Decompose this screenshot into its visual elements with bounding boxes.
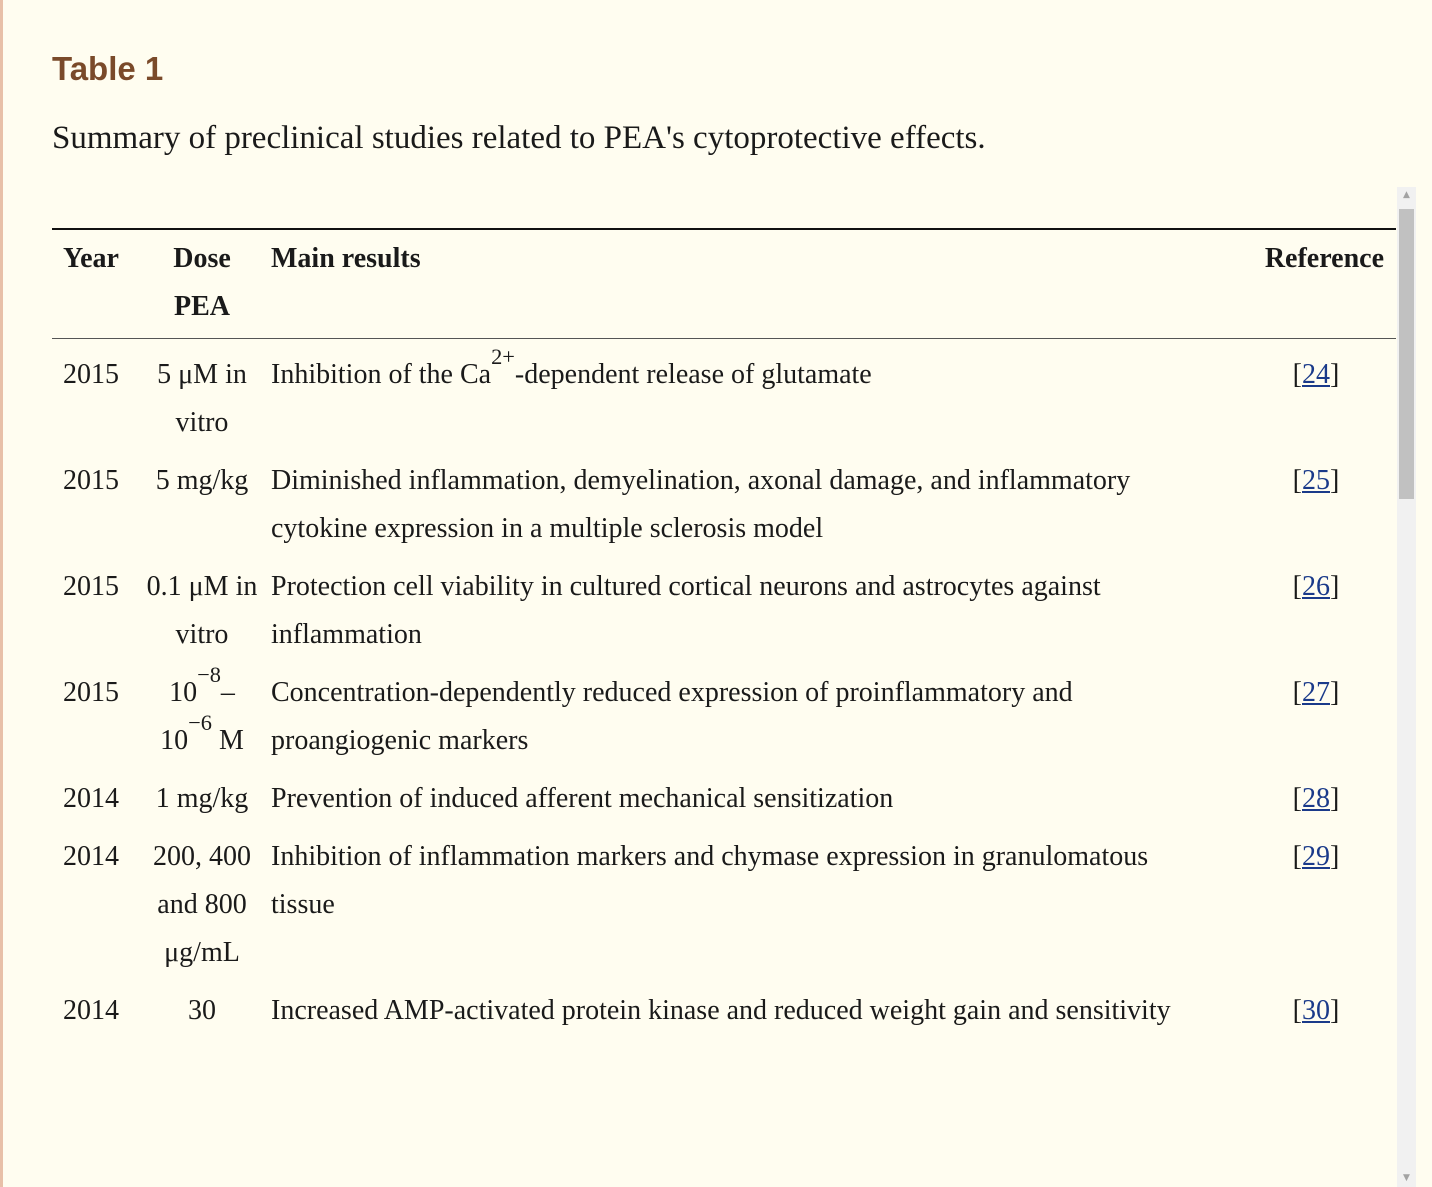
dose-exponent: −6	[188, 709, 212, 735]
cell-reference: [28]	[1292, 783, 1340, 814]
table-row	[52, 339, 1396, 453]
header-year: Year	[63, 243, 119, 274]
table-row	[52, 452, 1396, 558]
dose-exponent: −8	[197, 661, 221, 687]
cell-year: 2014	[63, 783, 119, 814]
cell-main-result: Protection cell viability in cultured cortical neurons and astrocytes against inflammation	[271, 571, 1101, 650]
reference-link[interactable]: 30	[1302, 995, 1330, 1026]
cell-main-result	[265, 339, 1246, 453]
reference-link[interactable]: 28	[1302, 783, 1330, 814]
header-dose	[146, 229, 265, 339]
cell-dose	[146, 661, 265, 770]
table-row	[52, 828, 1396, 982]
cell-main-result: Inhibition of inflammation markers and chymase expression in granulomatous tissue	[271, 841, 1149, 920]
cell-main-result: Concentration-dependently reduced expression of proinflammatory and proangiogenic markers	[271, 677, 1073, 756]
cell-reference: [30]	[1292, 995, 1340, 1026]
superscript: 2+	[491, 343, 515, 369]
reference-link[interactable]: 24	[1302, 359, 1330, 390]
main-text: -dependent release of glutamate	[514, 359, 872, 390]
table-scroll-area[interactable]	[52, 187, 1396, 1187]
left-border	[0, 0, 3, 1187]
cell-year: 2014	[63, 995, 119, 1026]
table-row	[52, 664, 1396, 770]
reference-link[interactable]: 29	[1302, 841, 1330, 872]
cell-dose: 200, 400 and 800 μg/mL	[153, 841, 251, 968]
table-caption: Summary of preclinical studies related to PEA's cytoprotective effects.	[52, 120, 986, 156]
cell-reference: [27]	[1292, 677, 1340, 708]
cell-year: 2015	[63, 677, 119, 708]
cell-year: 2014	[63, 841, 119, 872]
table-row	[52, 770, 1396, 828]
table-row	[52, 982, 1396, 1040]
cell-main-result: Prevention of induced afferent mechanical sensitization	[271, 783, 894, 814]
scroll-up-arrow-icon[interactable]: ▲	[1403, 190, 1410, 200]
scroll-down-arrow-icon[interactable]: ▼	[1403, 1173, 1410, 1183]
cell-reference: [26]	[1292, 571, 1340, 602]
dose-base: 10	[169, 677, 198, 708]
reference-link[interactable]: 25	[1302, 465, 1330, 496]
table-row	[52, 558, 1396, 664]
scrollbar-thumb[interactable]	[1399, 209, 1414, 499]
cell-dose: 0.1 μM in vitro	[146, 571, 258, 650]
cell-year: 2015	[63, 359, 119, 390]
dose-unit: M	[211, 725, 244, 756]
cell-reference: [25]	[1292, 465, 1340, 496]
header-main-results: Main results	[271, 243, 421, 274]
cell-dose: 1 mg/kg	[155, 783, 249, 814]
reference-link[interactable]: 26	[1302, 571, 1330, 602]
cell-main-result: Diminished inflammation, demyelination, axonal damage, and inflammatory cytokine expression in a multiple sclerosis model	[271, 465, 1131, 544]
cell-main-result: Increased AMP-activated protein kinase and reduced weight gain and sensitivity	[271, 995, 1171, 1026]
cell-reference: [24]	[1292, 359, 1340, 390]
header-reference: Reference	[1264, 243, 1384, 274]
header-dose-line1: Dose	[173, 243, 231, 274]
cell-dose: 5 μM in vitro	[157, 359, 247, 438]
dose-base: –10	[160, 677, 235, 756]
cell-reference: [29]	[1292, 841, 1340, 872]
cell-year: 2015	[63, 571, 119, 602]
cell-dose: 5 mg/kg	[155, 465, 249, 496]
vertical-scrollbar[interactable]	[1397, 187, 1416, 1187]
header-dose-line2: PEA	[174, 291, 230, 322]
main-text: Inhibition of the Ca	[271, 359, 492, 390]
results-table	[52, 228, 1396, 1040]
reference-link[interactable]: 27	[1302, 677, 1330, 708]
header-row	[52, 229, 1396, 339]
cell-dose: 30	[188, 995, 216, 1026]
cell-year: 2015	[63, 465, 119, 496]
table-label: Table 1	[52, 50, 164, 87]
